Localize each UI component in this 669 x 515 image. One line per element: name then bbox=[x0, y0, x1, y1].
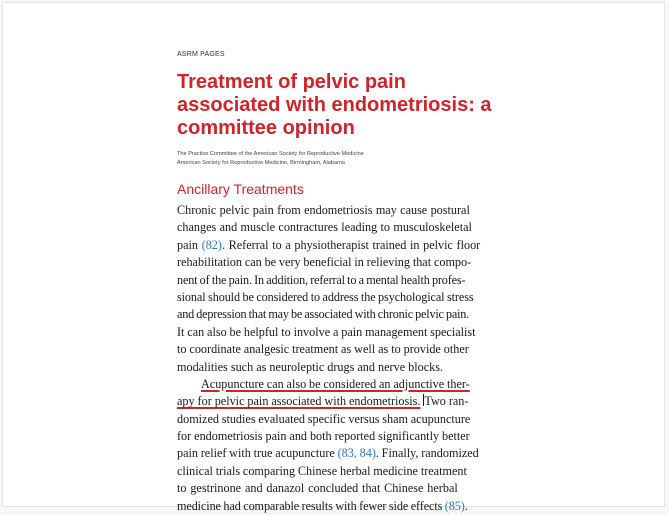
text-line: and depression that may be associated with chronic pelvic pain. bbox=[177, 307, 470, 322]
text-line: sional should be considered to address the psychological stress bbox=[177, 289, 474, 304]
author-block bbox=[177, 150, 364, 168]
text-line: for endometriosis pain and both reported significantly better bbox=[177, 429, 470, 444]
citation-link[interactable]: (82) bbox=[201, 237, 222, 252]
text-line bbox=[177, 498, 507, 515]
text-line: to coordinate analgesic treatment as well as to provide other bbox=[177, 342, 469, 357]
text-fragment: . Finally, randomized bbox=[375, 446, 479, 461]
text-line bbox=[177, 445, 507, 462]
text-fragment: pain relief with true acupuncture bbox=[177, 446, 338, 461]
text-line: nent of the pain. In addition, referral to a mental health profes- bbox=[177, 272, 466, 287]
text-fragment: . Referral to a physiotherapist trained in pelvic floor bbox=[221, 237, 481, 252]
text-line: rehabilitation can be very beneficial in relieving that compo- bbox=[177, 255, 472, 270]
text-line: Chronic pelvic pain from endometriosis may cause postural bbox=[177, 203, 470, 217]
text-line: It can also be helpful to involve a pain management specialist bbox=[177, 324, 476, 339]
text-fragment: . bbox=[464, 498, 468, 513]
highlighted-line: Acupuncture can also be considered an adjunctive ther- bbox=[201, 376, 470, 391]
text-line: modalities such as neuroleptic drugs and nerve blocks. bbox=[177, 359, 444, 374]
text-line bbox=[177, 393, 507, 410]
article-body bbox=[177, 202, 507, 515]
citation-link[interactable]: (83, 84) bbox=[337, 446, 376, 461]
citation-link[interactable]: (85) bbox=[444, 498, 465, 513]
document-page bbox=[2, 2, 665, 513]
text-fragment: medicine had comparable results with fewer side effects bbox=[177, 498, 445, 513]
text-line: domized studies evaluated specific versus sham acupuncture bbox=[177, 411, 471, 426]
text-fragment: pain bbox=[177, 237, 202, 252]
text-fragment: Two ran- bbox=[424, 394, 469, 409]
article-title: Treatment of pelvic pain associated with endometriosis: a committee opinion bbox=[177, 71, 492, 139]
section-heading: Ancillary Treatments bbox=[177, 181, 304, 197]
paragraph-2 bbox=[177, 376, 507, 515]
text-line bbox=[177, 237, 507, 254]
section-label: ASRM PAGES bbox=[177, 51, 225, 58]
author-line: The Practice Committee of the American Society for Reproductive Medicine bbox=[177, 151, 364, 157]
text-line: clinical trials comparing Chinese herbal medicine treatment bbox=[177, 463, 467, 478]
highlighted-text: apy for pelvic pain associated with endometriosis. bbox=[177, 394, 421, 409]
text-line: changes and muscle contractures leading to musculoskeletal bbox=[177, 220, 472, 235]
paragraph-1 bbox=[177, 202, 507, 376]
text-line: to gestrinone and danazol concluded that Chinese herbal bbox=[177, 481, 458, 496]
affiliation-line: American Society for Reproductive Medicine, Birmingham, Alabama bbox=[177, 160, 345, 166]
